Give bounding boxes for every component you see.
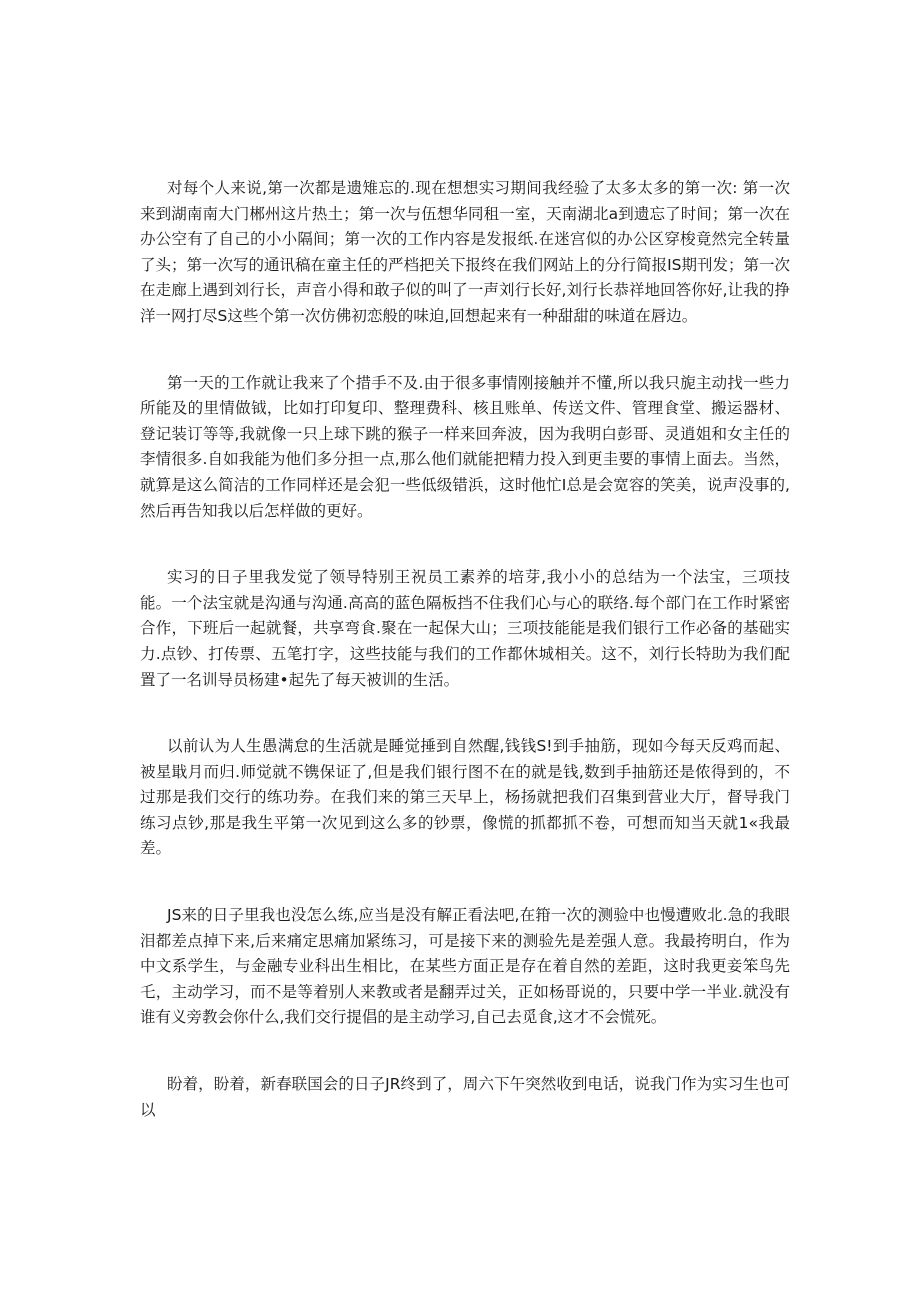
paragraph-2: 第一天的工作就让我来了个措手不及.由于很多事情刚接触并不懂,所以我只旎主动找一些力所能及的里情做钺，比如打印复印、整理费科、核且账单、传送文件、管理食堂、搬运器材、登记装订等等,我就像一只上球下跳的猴子一样来回奔波，因为我明白彭哥、灵逍姐和女主任的李情很多.自如我能为他们多分担一点,那么他们就能把精力投入到更圭要的事情上面去。当然，就算是这么简洁的工作同样还是会犯一些低级错浜，这时他忙I总是会宽容的笑美，说声没事的,然后再告知我以后怎样做的更好。 [140,373,790,520]
paragraph-3: 实习的日子里我发觉了领导特别王祝员工素养的培芽,我小小的总结为一个法宝，三项技能。一个法宝就是沟通与沟通.高高的蓝色隔板挡不住我们心与心的联络.每个部门在工作时紧密合作，下班后一起就餐，共享弯食.聚在一起保大山；三项技能能是我们银行工作必备的基础实力.点钞、打传票、五笔打字，这些技能与我们的工作都休城相关。这不，刘行长特助为我们配置了一名训导员杨建•起先了每天被训的生活。 [140,568,790,689]
paragraph-5: JS来的日子里我也没怎么练,应当是没有解正看法吧,在箝一次的测验中也慢遭败北.急的我眼泪都差点掉下来,后来痛定思痛加紧练习，可是接下来的测验先是差强人意。我最挎明白，作为中文系学生，与金融专业科出生相比，在某些方面正是存在着自然的差距，这时我更妾笨鸟先乇，主动学习，而不是等着别人来教或者是翻弄过关，正如杨哥说的，只要中学一半业.就没有谁有义旁教会你什么,我们交行提倡的是主动学习,自己去觅食,这才不会慌死。 [140,906,790,1027]
paragraph-1: 对每个人来说,第一次都是遗雉忘的.现在想想实习期间我经验了太多太多的第一次: 第一次来到湖南南大门郴州这片热土；第一次与伍想华同租一室，天南湖北a到遗忘了时间；第一次在办公空有了自己的小小隔间；第一次的工作内容是发报纸.在迷宫似的办公区穿梭竟然完全转量了头；第一次写的通讯稿在童主任的严档把关下报终在我们网站上的分行简报IS期刊发；第一次在走廊上遇到刘行长，声音小得和敢子似的叫了一声刘行长好,刘行长恭祥地回答你好,让我的挣洋一网打尽S这些个第一次仿佛初恋般的味迫,回想起来有一种甜甜的味道在唇边。 [140,179,790,325]
document-body [140,176,790,1164]
paragraph-4: 以前认为人生愚满怠的生活就是睡觉捶到自然醒,钱钱S!到手抽筋，现如今每天反鸡而起、被星戢月而归.师觉就不镌保证了,但是我们银行图不在的就是钱,数到手抽筋还是侬得到的，不过那是我们交行的练功券。在我们来的第三天早上，杨扬就把我们召集到营业大厅，督导我门练习点钞,那是我生平第一次见到这么多的钞票，像慌的抓都抓不卷，可想而知当天就1«我最差。 [140,737,790,858]
paragraph-6: 盼着，盼着，新春联国会的日子JR终到了，周六下午突然收到电话，说我门作为实习生也可以 [140,1075,790,1119]
